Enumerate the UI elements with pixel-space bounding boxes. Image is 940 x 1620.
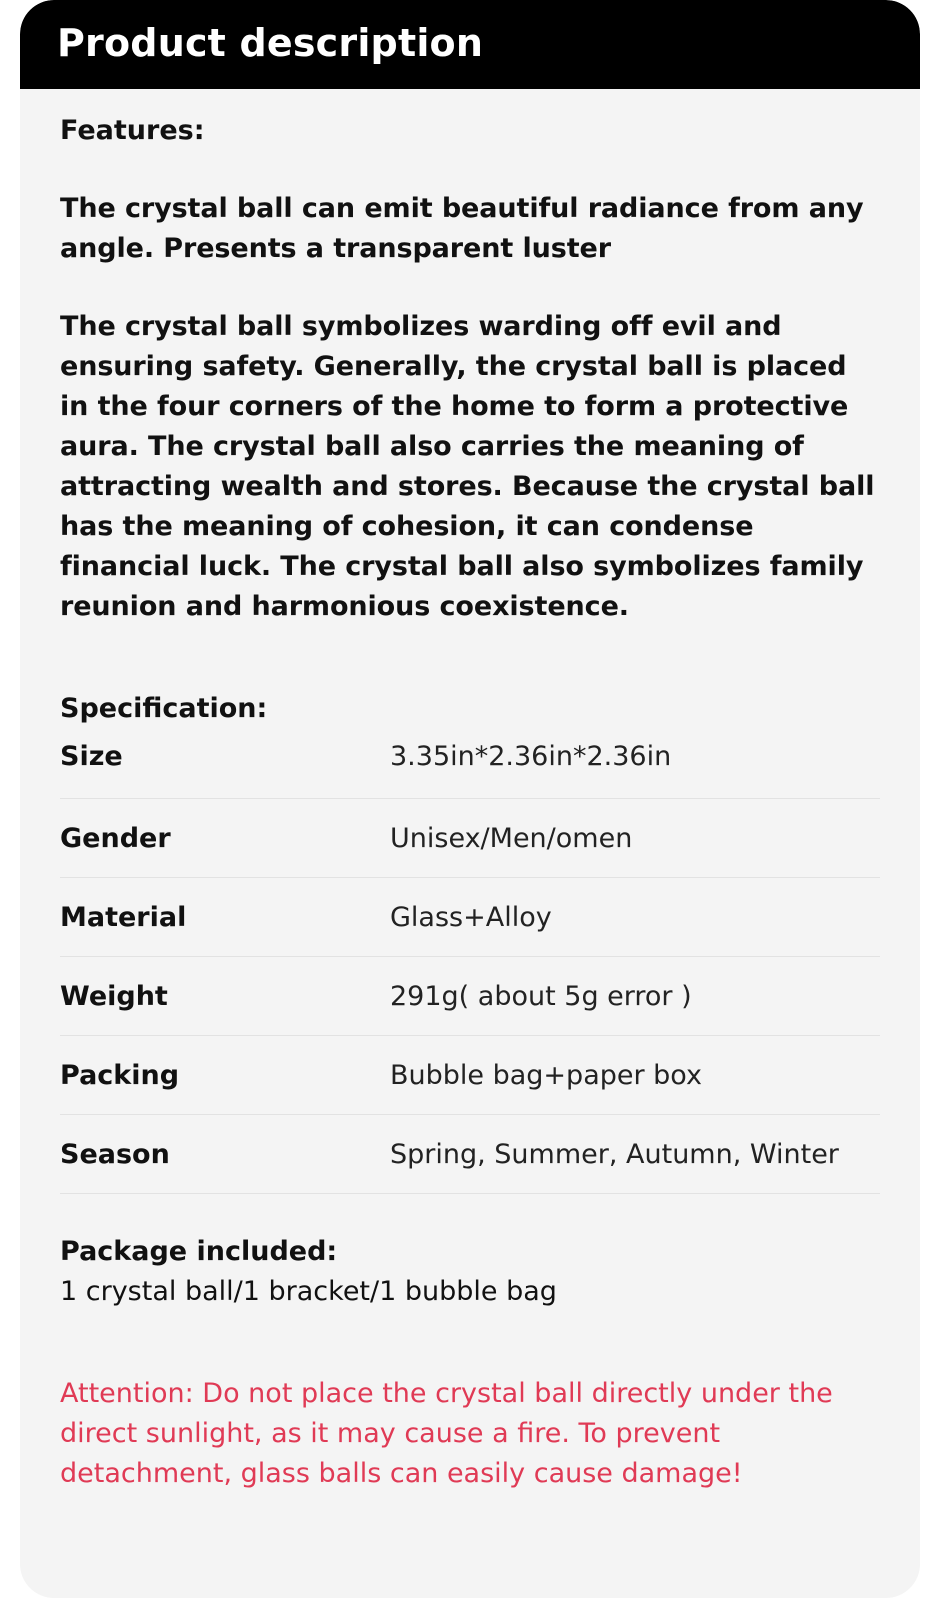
product-description-card: [20, 0, 920, 1598]
spec-value: Glass+Alloy: [390, 901, 552, 933]
card-title: Product description: [57, 20, 484, 65]
spec-value: 291g( about 5g error ): [390, 980, 692, 1012]
features-paragraph: The crystal ball symbolizes warding off evil and ensuring safety. Generally, the crystal ball is placed in the four corners of the home to form a protective aura. The crystal ball also carries the meaning of attracting wealth and stores. Because the crystal ball has the meaning of cohesion, it can condense financial luck. The crystal ball also symbolizes family reunion and harmonious coexistence.: [60, 311, 875, 622]
spec-key: Packing: [60, 1059, 180, 1091]
specification-table: [60, 737, 880, 1194]
spec-key: Material: [60, 901, 187, 933]
spec-key: Weight: [60, 980, 168, 1012]
spec-row: [60, 799, 880, 878]
spec-value: 3.35in*2.36in*2.36in: [390, 741, 672, 772]
spec-value: Spring, Summer, Autumn, Winter: [390, 1138, 839, 1170]
spec-row: [60, 1036, 880, 1115]
spec-value: Unisex/Men/omen: [390, 822, 633, 854]
package-heading: Package included:: [60, 1236, 338, 1267]
spec-row: [60, 878, 880, 957]
attention-notice: Attention: Do not place the crystal ball directly under the direct sunlight, as it may cause a fire. To prevent detachment, glass balls can easily cause damage!: [60, 1378, 833, 1489]
package-text: 1 crystal ball/1 bracket/1 bubble bag: [60, 1276, 557, 1307]
package-section: [60, 1232, 880, 1312]
spec-value: Bubble bag+paper box: [390, 1059, 702, 1091]
specification-heading: Specification:: [60, 693, 268, 724]
spec-row: [60, 957, 880, 1036]
features-heading: Features:: [60, 115, 205, 146]
card-content: [20, 89, 920, 1494]
card-header: [20, 0, 920, 89]
spec-key: Season: [60, 1138, 170, 1170]
spec-key: Gender: [60, 822, 171, 854]
spec-row: [60, 737, 880, 799]
features-paragraph: The crystal ball can emit beautiful radiance from any angle. Presents a transparent luster: [60, 193, 864, 264]
spec-key: Size: [60, 741, 123, 772]
spec-row: [60, 1115, 880, 1194]
